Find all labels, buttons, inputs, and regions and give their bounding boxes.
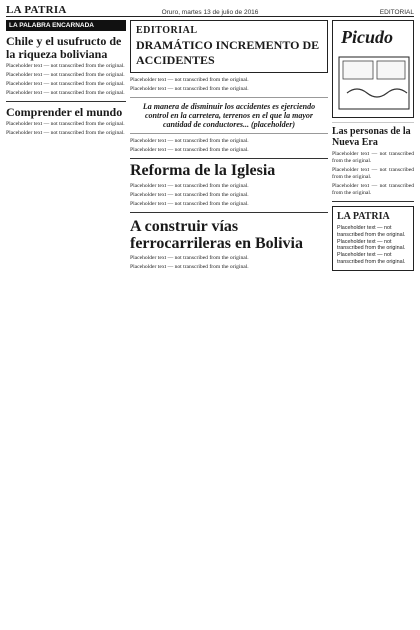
paragraph: Placeholder text — not transcribed from the original. [130, 183, 249, 190]
paragraph: Placeholder text — not transcribed from the original. [6, 72, 125, 79]
paragraph: Placeholder text — not transcribed from the original. [130, 138, 249, 145]
divider [332, 122, 414, 123]
editorial-title: DRAMÁTICO INCREMENTO DE ACCIDENTES [136, 38, 320, 67]
paragraph: Placeholder text — not transcribed from the original. [6, 130, 125, 137]
masthead-line: Placeholder text — not transcribed from the original. [337, 252, 406, 265]
article-title: Reforma de la Iglesia [130, 162, 276, 180]
section-name: EDITORIAL [379, 9, 414, 16]
left-column [6, 20, 126, 624]
masthead-box [332, 206, 414, 271]
pullquote: La manera de disminuir los accidentes es ejerciendo control en la carretera, terrenos en el que la mayor cantidad de conductores... (placeholder) [130, 97, 328, 135]
paragraph: Placeholder text — not transcribed from the original. [130, 147, 249, 154]
cartoon-logo: Picudo [341, 27, 393, 47]
paragraph: Placeholder text — not transcribed from the original. [6, 89, 125, 96]
paragraph: Placeholder text — not transcribed from the original. [332, 151, 414, 164]
divider [130, 212, 328, 213]
divider [6, 101, 126, 102]
article-body [130, 255, 328, 271]
cartoon [332, 20, 414, 118]
paragraph: Placeholder text — not transcribed from the original. [130, 264, 249, 271]
article-comprender [6, 106, 126, 137]
middle-column [130, 20, 328, 624]
paragraph: Placeholder text — not transcribed from the original. [130, 191, 249, 198]
article-title: A construir vías ferrocarrileras en Bolivia [130, 217, 303, 252]
editorial-box [130, 20, 328, 73]
paragraph: Placeholder text — not transcribed from the original. [332, 166, 414, 180]
masthead-line: Placeholder text — not transcribed from the original. [337, 225, 406, 238]
divider [332, 201, 414, 202]
paragraph: Placeholder text — not transcribed from the original. [6, 81, 125, 88]
masthead-line: Placeholder text — not transcribed from the original. [337, 238, 406, 252]
editorial-label: EDITORIAL [136, 25, 198, 36]
paragraph: Placeholder text — not transcribed from the original. [6, 121, 125, 128]
article-chile [6, 35, 126, 97]
article-body [6, 63, 126, 97]
article-nueva-era [332, 127, 414, 197]
article-body [332, 151, 414, 197]
paragraph: Placeholder text — not transcribed from the original. [332, 182, 414, 196]
article-title: Chile y el usufructo de la riqueza boliviana [6, 34, 122, 61]
right-column [332, 20, 414, 624]
issue-date: Oruro, martes 13 de julio de 2016 [161, 9, 259, 16]
kicker: LA PALABRA ENCARNADA [6, 20, 126, 31]
paragraph: Placeholder text — not transcribed from the original. [130, 200, 249, 207]
paragraph: Placeholder text — not transcribed from the original. [130, 255, 249, 262]
article-body [130, 183, 328, 208]
divider [130, 158, 328, 159]
brand-name: LA PATRIA [6, 4, 67, 16]
paragraph: Placeholder text — not transcribed from the original. [130, 85, 249, 92]
top-header [6, 4, 414, 17]
article-title: Las personas de la Nueva Era [332, 126, 411, 148]
article-reforma [130, 163, 328, 208]
masthead-title: LA PATRIA [337, 210, 390, 222]
paragraph: Placeholder text — not transcribed from the original. [130, 77, 249, 83]
article-title: Comprender el mundo [6, 104, 123, 119]
editorial-body [130, 77, 328, 93]
paragraph: Placeholder text — not transcribed from the original. [6, 63, 125, 70]
article-body [6, 121, 126, 137]
article-rail [130, 219, 328, 271]
cartoon-drawing-icon [333, 47, 414, 117]
editorial-body-2 [130, 138, 328, 154]
